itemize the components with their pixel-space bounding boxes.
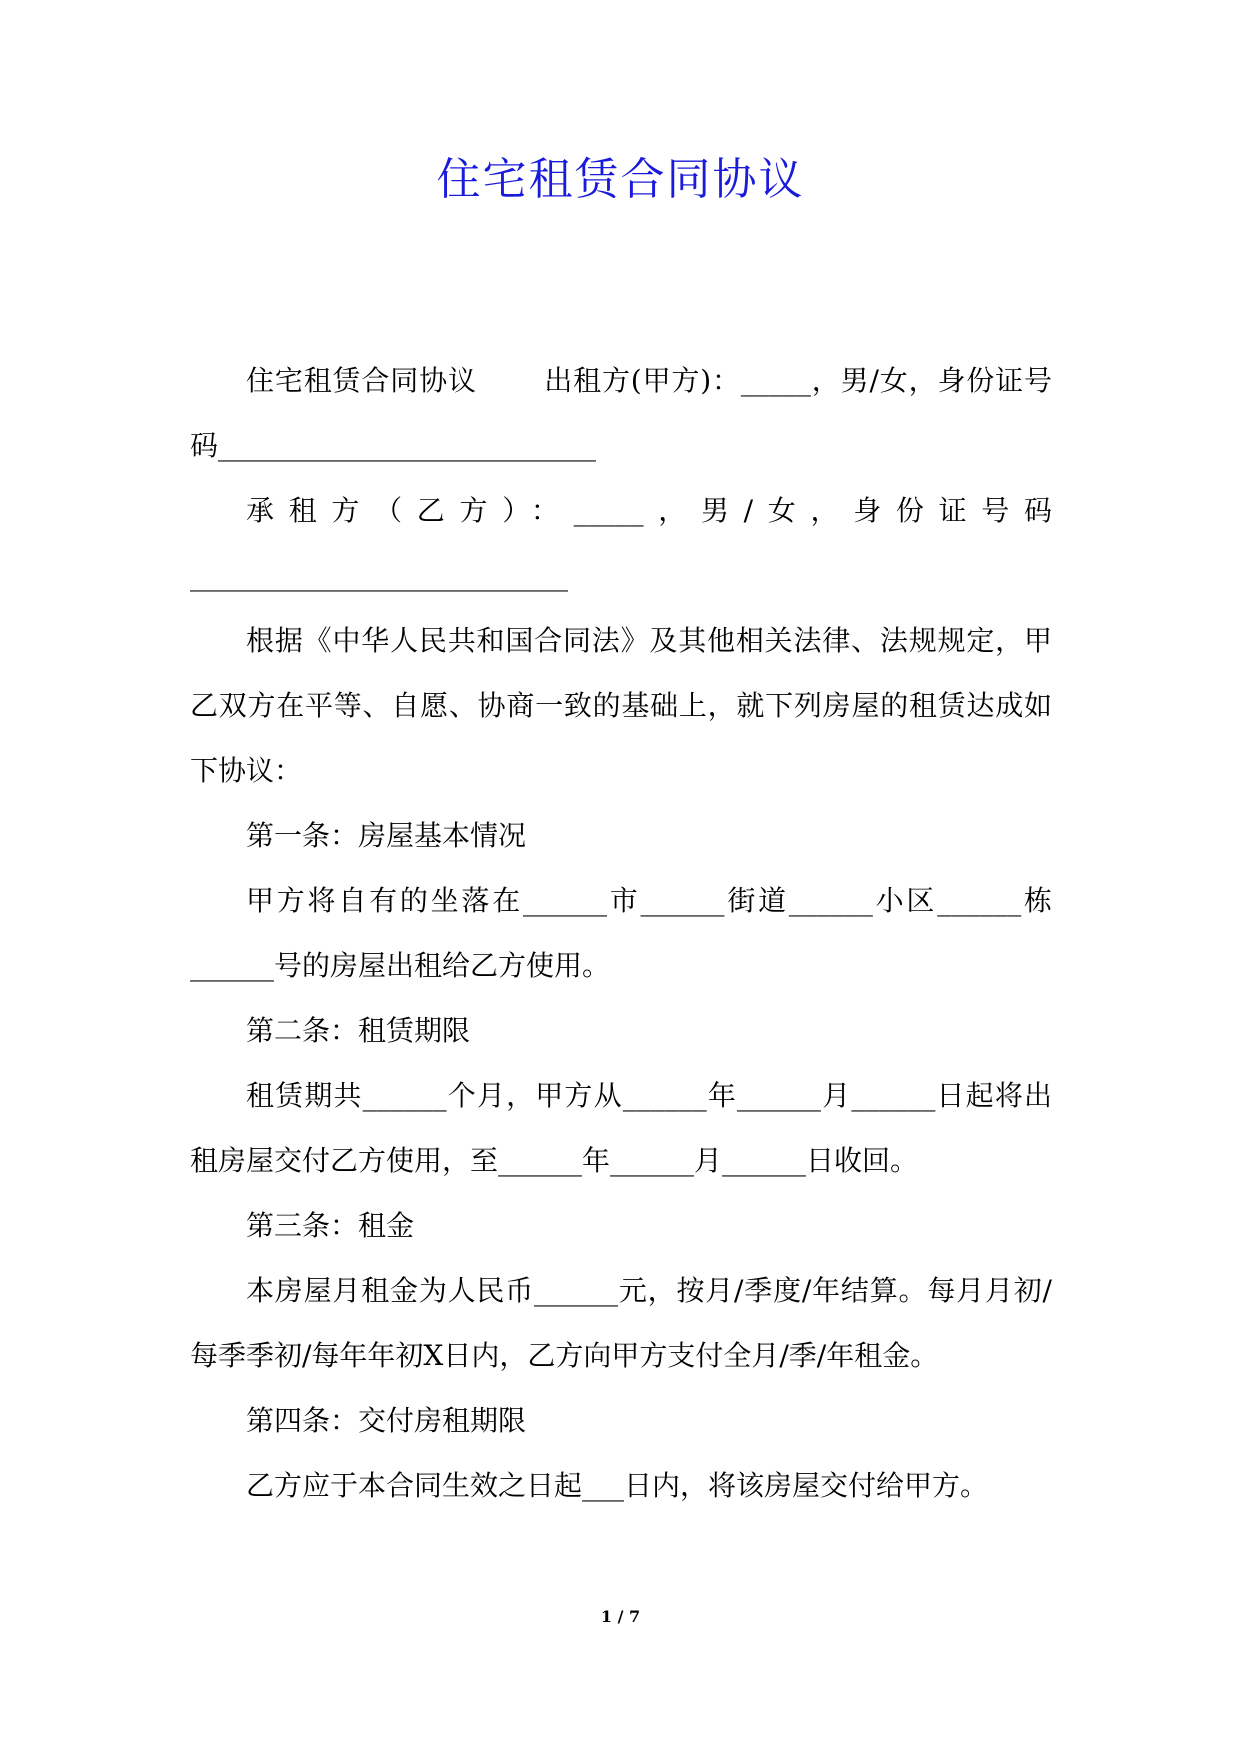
paragraph-lessor: 住宅租赁合同协议 出租方(甲方)：_____，男/女，身份证号码___________________________	[190, 364, 1052, 462]
paragraph-lessee-id-line: ___________________________	[190, 559, 568, 592]
page-number: 1 / 7	[600, 1607, 641, 1626]
article-heading-3: 第三条：租金	[246, 1209, 415, 1242]
article-body-3: 本房屋月租金为人民币______元，按月/季度/年结算。每月月初/每季季初/每年年初X日内，乙方向甲方支付全月/季/年租金。	[190, 1274, 1052, 1372]
document-body	[190, 348, 1052, 1518]
article-heading-2: 第二条：租赁期限	[246, 1014, 471, 1047]
article-heading-1: 第一条：房屋基本情况	[246, 819, 527, 852]
paragraph-preamble: 根据《中华人民共和国合同法》及其他相关法律、法规规定，甲乙双方在平等、自愿、协商一致的基础上，就下列房屋的租赁达成如下协议：	[190, 624, 1052, 787]
paragraph-lessee: 承租方（乙方）：_____，男/女，身份证号码	[246, 494, 1052, 527]
article-heading-4: 第四条：交付房租期限	[246, 1404, 527, 1437]
article-body-2: 租赁期共______个月，甲方从______年______月______日起将出租房屋交付乙方使用，至______年______月______日收回。	[190, 1079, 1052, 1177]
article-body-1: 甲方将自有的坐落在______市______街道______小区______栋______号的房屋出租给乙方使用。	[190, 884, 1052, 982]
article-body-4: 乙方应于本合同生效之日起___日内，将该房屋交付给甲方。	[246, 1469, 989, 1502]
document-title: 住宅租赁合同协议	[436, 154, 805, 205]
